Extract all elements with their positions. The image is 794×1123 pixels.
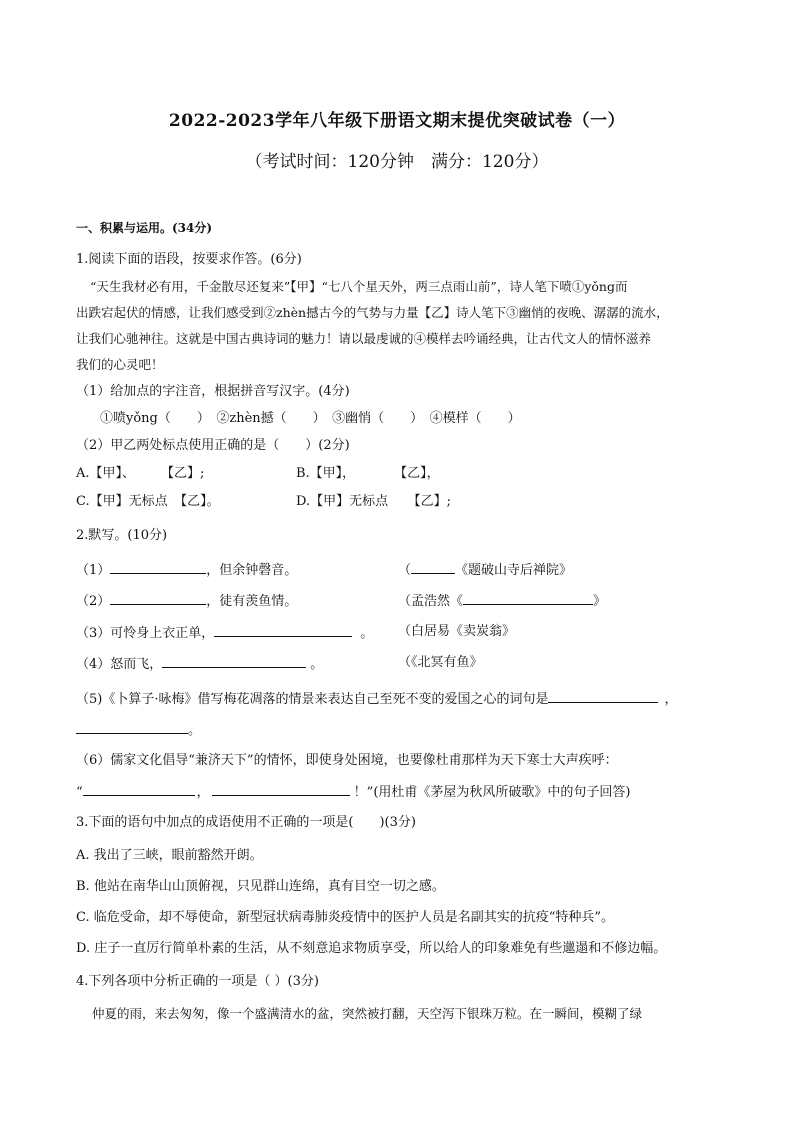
answer-blank[interactable] [76,721,188,734]
answer-blank[interactable] [214,624,352,637]
q2-line-4-end: 。 [310,657,324,672]
q1-sub2: （2）甲乙两处标点使用正确的是（ ）(2分) [76,438,350,453]
q2-line-6-open-quote: “ [76,785,83,800]
q2-line-2-source-open: （孟浩然《 [398,594,464,609]
answer-blank[interactable] [212,783,350,796]
exam-subtitle: （考试时间：120分钟 满分：120分） [245,152,549,172]
q2-line-5-comma: ， [664,692,678,707]
q1-passage-line: 我们的心灵吧！ [76,357,164,372]
q2-line-5-text: （5)《卜算子·咏梅》借写梅花凋落的情景来表达自己至死不变的爱国之心的词句是 [76,692,549,707]
q3-option-c: C. 临危受命，却不辱使命，新型冠状病毒肺炎疫情中的医护人员是名副其实的抗疫“特种兵”。 [76,910,615,925]
q2-line-4-text: （4）怒而飞， [76,657,163,672]
q2-line-4 [76,655,323,673]
q2-line-3-text: （3）可怜身上衣正单， [76,626,215,641]
q2-line-2-text: ，徒有羡鱼情。 [206,594,298,609]
q2-line-3 [76,624,373,642]
q4-stem: 4.下列各项中分析正确的一项是（ ）(3分) [76,974,319,989]
q2-line-6-end: ！”(用杜甫《茅屋为秋风所破歌》中的句子回答) [353,785,631,800]
q2-line-1-text: ，但余钟磬音。 [206,563,298,578]
q2-line-1-source [398,561,572,579]
q1-stem: 1.阅读下面的语段，按要求作答。(6分) [76,252,302,267]
q2-line-1 [76,561,297,579]
answer-blank[interactable] [110,561,206,574]
answer-blank[interactable] [463,592,593,605]
q1-sub1-items: ①喷yǒng（ ） ②zhèn撼（ ） ③幽悄（ ） ④模样（ ） [100,411,521,426]
exam-title: 2022-2023学年八年级下册语文期末提优突破试卷（一） [168,111,626,131]
q4-passage-line: 仲夏的雨，来去匆匆，像一个盛满清水的盆，突然被打翻，天空泻下银珠万粒。在一瞬间，模糊了绿 [92,1006,643,1021]
answer-blank[interactable] [411,561,455,574]
q2-line-1-source-title: 《题破山寺后禅院》 [455,563,573,578]
q2-line-2-source-close: 》 [593,594,607,609]
q3-stem: 3.下面的语句中加点的成语使用不正确的一项是( )(3分) [76,815,416,830]
q1-option-b: B.【甲】， 【乙】， [296,466,440,481]
q2-line-3-end: 。 [360,626,374,641]
answer-blank[interactable] [548,690,658,703]
q2-line-1-label: （1） [76,563,111,578]
q2-line-6-cont [76,783,630,801]
answer-blank[interactable] [110,592,206,605]
q3-option-d: D. 庄子一直厉行简单朴素的生活，从不刻意追求物质享受，所以给人的印象难免有些邋遢和不修边幅。 [76,941,667,956]
q2-stem: 2.默写。(10分) [76,528,168,543]
answer-blank[interactable] [162,655,306,668]
q1-passage-line: “天生我材必有用，千金散尽还复来”【甲】“七八个星天外，两三点雨山前”，诗人笔下喷①yǒng而 [90,279,628,294]
q2-line-5-end: 。 [188,723,202,738]
q3-option-a: A. 我出了三峡，眼前豁然开朗。 [76,848,263,863]
q2-line-6-comma: ， [196,785,210,800]
q2-line-5 [76,690,678,708]
q2-line-2 [76,592,297,610]
q2-line-2-source [398,592,606,610]
q1-option-d: D.【甲】无标点 【乙】; [296,494,451,509]
q1-passage-line: 出跌宕起伏的情感，让我们感受到②zhèn撼古今的气势与力量【乙】诗人笔下③幽悄的夜晚、潺潺的流水， [76,305,669,320]
q3-option-b: B. 他站在南华山山顶俯视，只见群山连绵，真有目空一切之感。 [76,879,445,894]
q2-line-2-label: （2） [76,594,111,609]
answer-blank[interactable] [83,783,195,796]
q1-option-a: A.【甲】、 【乙】; [76,466,205,481]
q2-line-1-source-open: （ [398,563,412,578]
section-heading: 一、积累与运用。(34分) [76,221,213,235]
q2-line-3-source: （白居易《卖炭翁》 [398,624,516,639]
q2-line-5-cont [76,721,201,739]
q1-option-c: C.【甲】无标点 【乙】。 [76,494,220,509]
q1-sub1: （1）给加点的字注音，根据拼音写汉字。(4分) [76,384,350,399]
q1-passage-line: 让我们心驰神往。这就是中国古典诗词的魅力！请以最虔诚的④模样去吟诵经典，让古代文人的情怀滋养 [76,331,652,346]
q2-line-4-source: （《北冥有鱼》 [398,655,483,670]
q2-line-6: （6）儒家文化倡导“兼济天下”的情怀，即使身处困境，也要像杜甫那样为天下寒士大声疾呼： [76,753,618,768]
